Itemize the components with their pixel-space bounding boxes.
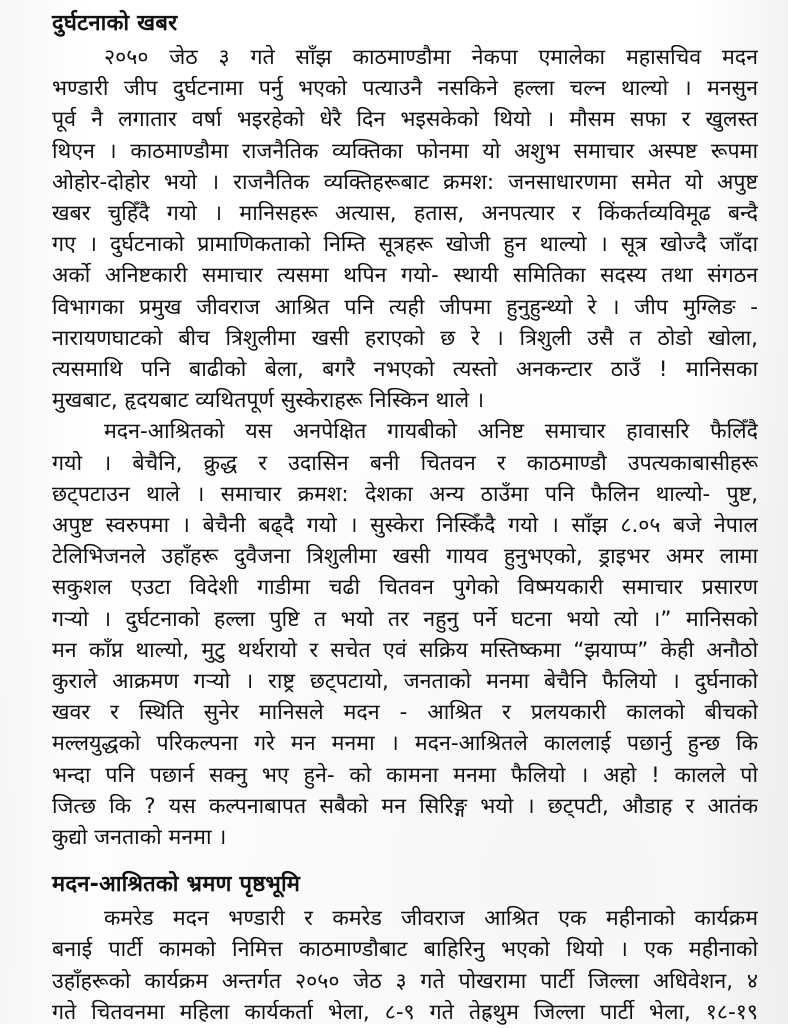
text-line: गऱ्यो । दुर्घटनाको हल्ला पुष्टि त भयो तर नहुनु पर्ने घटना भयो त्यो ।” मानिसको xyxy=(52,606,758,632)
paragraph-tour-background xyxy=(52,903,758,1028)
text-line: मन काँप्न थाल्यो, मुटु थर्थरायो र सचेत एवं सक्रिय मस्तिष्कमा “झयाप्प” केही अनौठो xyxy=(52,637,758,663)
text-line: पूर्व नै लगातार वर्षा भइरहेको धेरै दिन भइसकेको थियो । मौसम सफा र खुलस्त xyxy=(52,107,758,133)
text-line: टेलिभिजनले उहाँहरू दुवैजना त्रिशुलीमा खसी गायव हुनुभएको, ड्राइभर अमर लामा xyxy=(52,544,758,570)
text-line: छट्पटाउन थाले । समाचार क्रमश: देशका अन्य ठाउँमा पनि फैलिन थाल्यो- पुष्ट, xyxy=(52,481,758,507)
text-line: विभागका प्रमुख जीवराज आश्रित पनि त्यही जीपमा हुनुहुन्थ्यो रे । जीप मुग्लिङ - xyxy=(52,294,758,320)
text-line: गयो । बेचैनि, क्रुद्ध र उदासिन बनी चितवन र काठमाण्डौ उपत्यकाबासीहरू xyxy=(52,450,758,476)
text-line: उहाँहरूको कार्यक्रम अन्तर्गत २०५० जेठ ३ गते पोखरामा पार्टी जिल्ला अधिवेशन, ४ xyxy=(52,968,758,994)
text-line: अर्को अनिष्टकारी समाचार त्यसमा थपिन गयो- स्थायी समितिका सदस्य तथा संगठन xyxy=(52,263,758,289)
paragraph-accident-news xyxy=(52,42,758,416)
text-line: कुराले आक्रमण गऱ्यो । राष्ट्र छट्पटायो, जनताको मनमा बेचैनि फैलियो । दुर्घनाको xyxy=(52,669,758,695)
text-line: मुखबाट, हृदयबाट व्यथितपूर्ण सुस्केराहरू निस्किन थाले । xyxy=(52,388,485,414)
text-line: २०५० जेठ ३ गते साँझ काठमाण्डौमा नेकपा एमालेका महासचिव मदन xyxy=(104,45,758,70)
text-line: त्यसमाथि पनि बाढीको बेला, बगरै नभएको त्यस्तो अनकन्टार ठाउँ ! मानिसका xyxy=(52,357,758,383)
text-line: कुद्यो जनताको मनमा । xyxy=(52,825,227,851)
text-line: खबर चुहिँदै गयो । मानिसहरू अत्यास, हतास, अनपत्यार र किंकर्तव्यविमूढ बन्दै xyxy=(52,201,758,227)
text-line: नारायणघाटको बीच त्रिशुलीमा खसी हराएको छ रे । त्रिशुली उसै त ठोडो खोला, xyxy=(52,325,758,351)
text-line: खवर र स्थिति सुनेर मानिसले मदन - आश्रित र प्रलयकारी कालको बीचको xyxy=(52,700,758,726)
text-line: ओहोर-दोहोर भयो । राजनैतिक व्यक्तिहरूबाट क्रमश: जनसाधारणमा समेत यो अपुष्ट xyxy=(52,169,758,195)
text-line: गते चितवनमा महिला कार्यकर्ता भेला, ८-९ गते तेह्रथुम जिल्ला पार्टी भेला, १८-१९ xyxy=(52,999,758,1025)
text-line: भण्डारी जीप दुर्घटनामा पर्नु भएको पत्याउनै नसकिने हल्ला चल्न थाल्यो । मनसुन xyxy=(52,76,758,102)
paragraph-public-reaction xyxy=(52,416,758,853)
text-line: मदन-आश्रितको यस अनपेक्षित गायबीको अनिष्ट समाचार हावासरि फैलिँदै xyxy=(104,419,758,445)
text-line: कमरेड मदन भण्डारी र कमरेड जीवराज आश्रित एक महीनाको कार्यक्रम xyxy=(104,906,758,932)
text-line: थिएन । काठमाण्डौमा राजनैतिक व्यक्तिका फोनमा यो अशुभ समाचार अस्पष्ट रूपमा xyxy=(52,138,758,164)
text-line: सकुशल एउटा विदेशी गाडीमा चढी चितवन पुगेको विष्मयकारी समाचार प्रसारण xyxy=(52,575,758,601)
text-line: बनाई पार्टी कामको निमित्त काठमाण्डौबाट बाहिरिनु भएको थियो । एक महीनाको xyxy=(52,937,758,963)
text-line: मल्लयुद्धको परिकल्पना गरे मन मनमा । मदन-आश्रितले काललाई पछार्नु हुन्छ कि xyxy=(52,731,758,757)
text-line: भन्दा पनि पछार्न सक्नु भए हुने- को कामना मनमा फैलियो । अहो ! कालले पो xyxy=(52,762,758,788)
text-line: अपुष्ट स्वरुपमा । बेचैनी बढ्दै गयो । सुस्केरा निस्किँदै गयो । साँझ ८.०५ बजे नेपाल xyxy=(52,513,758,539)
section-heading-accident-news: दुर्घटनाको खबर xyxy=(52,11,178,36)
text-line: गए । दुर्घटनाको प्रामाणिकताको निम्ति सूत्रहरू खोजी हुन थाल्यो । सूत्र खोज्दै जाँदा xyxy=(52,232,758,258)
text-line: जित्छ कि ? यस कल्पनाबापत सबैको मन सिरिङ्ग भयो । छट्पटी, औडाह र आतंक xyxy=(52,793,758,819)
section-heading-tour-background: मदन-आश्रितको भ्रमण पृष्ठभूमि xyxy=(52,872,301,898)
